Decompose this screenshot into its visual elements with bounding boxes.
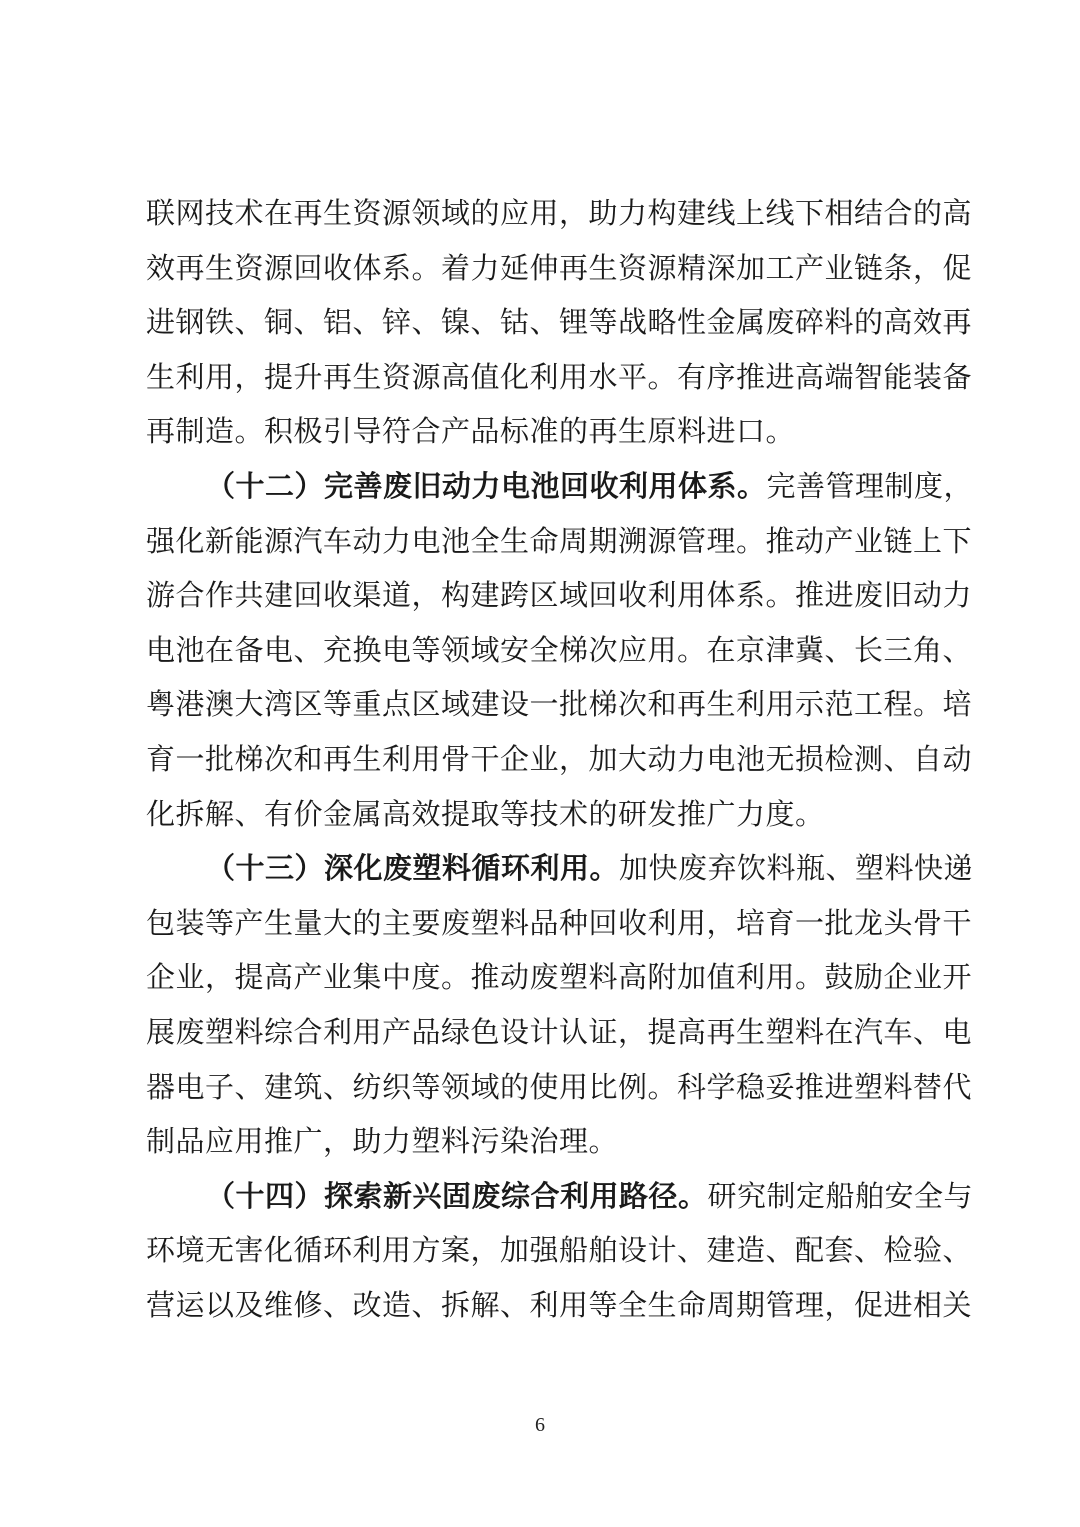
text-line: 游合作共建回收渠道，构建跨区域回收利用体系。推进废旧动力 <box>146 578 973 613</box>
text-line: 器电子、建筑、纺织等领域的使用比例。科学稳妥推进塑料替代 <box>146 1069 973 1104</box>
text-line: 再制造。积极引导符合产品标准的再生原料进口。 <box>146 414 796 449</box>
page-number: 6 <box>535 1414 545 1436</box>
text-line: 电池在备电、充换电等领域安全梯次应用。在京津冀、长三角、 <box>146 632 973 667</box>
text-line: 粤港澳大湾区等重点区域建设一批梯次和再生利用示范工程。培 <box>146 687 973 722</box>
text-line: 联网技术在再生资源领域的应用，助力构建线上线下相结合的高 <box>146 196 973 230</box>
section-heading-12: （十二）完善废旧动力电池回收利用体系。 <box>206 468 767 503</box>
text-line: 营运以及维修、改造、拆解、利用等全生命周期管理，促进相关 <box>146 1287 973 1322</box>
paragraph-first-line <box>146 459 974 514</box>
text-line: 制品应用推广，助力塑料污染治理。 <box>146 1124 619 1159</box>
text-line: 强化新能源汽车动力电池全生命周期溯源管理。推动产业链上下 <box>146 523 973 558</box>
text-line: 进钢铁、铜、铝、锌、镍、钴、锂等战略性金属废碎料的高效再 <box>146 305 973 340</box>
section-heading-13: （十三）深化废塑料循环利用。 <box>206 851 620 886</box>
text-run: 加快废弃饮料瓶、塑料快递 <box>619 851 974 886</box>
text-line: 包装等产生量大的主要废塑料品种回收利用，培育一批龙头骨干 <box>146 905 973 940</box>
text-line: 展废塑料综合利用产品绿色设计认证，提高再生塑料在汽车、电 <box>146 1014 973 1049</box>
paragraph-first-line <box>146 1169 974 1224</box>
section-heading-14: （十四）探索新兴固废综合利用路径。 <box>206 1178 708 1213</box>
text-run: 完善管理制度， <box>766 468 974 503</box>
text-run: 研究制定船舶安全与 <box>707 1178 974 1213</box>
text-line: 生利用，提升再生资源高值化利用水平。有序推进高端智能装备 <box>146 359 973 394</box>
text-line: 育一批梯次和再生利用骨干企业，加大动力电池无损检测、自动 <box>146 741 973 776</box>
paragraph-first-line <box>146 841 974 896</box>
text-line: 化拆解、有价金属高效提取等技术的研发推广力度。 <box>146 796 825 831</box>
text-line: 企业，提高产业集中度。推动废塑料高附加值利用。鼓励企业开 <box>146 960 973 995</box>
text-line: 效再生资源回收体系。着力延伸再生资源精深加工产业链条，促 <box>146 250 973 285</box>
text-line: 环境无害化循环利用方案，加强船舶设计、建造、配套、检验、 <box>146 1233 973 1268</box>
body-text <box>146 186 974 1332</box>
